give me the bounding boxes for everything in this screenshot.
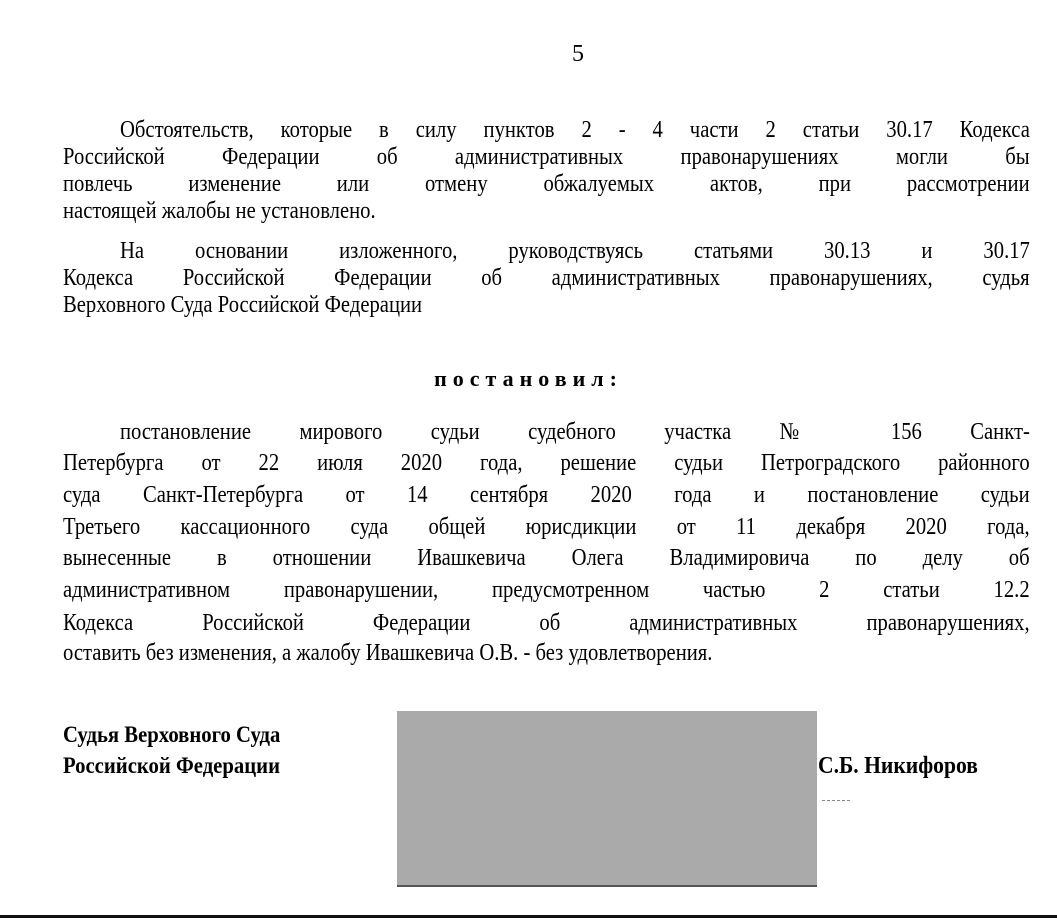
paragraph2-line: На основании изложенного, руководствуясь статьями 30.13 и 30.17	[120, 238, 1030, 264]
judge-name: С.Б. Никифоров	[818, 753, 978, 779]
signature-title-line2: Российской Федерации	[63, 753, 280, 778]
paragraph3-line: суда Санкт-Петербурга от 14 сентября 2020 года и постановление судьи	[63, 482, 1030, 508]
resolution-heading: постановил:	[434, 366, 623, 391]
paragraph1-line: Российской Федерации об административных правонарушениях могли бы	[63, 144, 1030, 170]
paragraph1-line: Обстоятельств, которые в силу пунктов 2 - 4 части 2 статьи 30.17 Кодекса	[120, 117, 1030, 143]
paragraph3-line: Петербурга от 22 июля 2020 года, решение судьи Петроградского районного	[63, 450, 1030, 476]
paragraph3-line: вынесенные в отношении Ивашкевича Олега Владимировича по делу об	[63, 545, 1030, 571]
paragraph3-line: административном правонарушении, предусмотренном частью 2 статьи 12.2	[63, 577, 1030, 603]
paragraph3-line: Кодекса Российской Федерации об административных правонарушениях,	[63, 610, 1030, 636]
paragraph3-line: Третьего кассационного суда общей юрисдикции от 11 декабря 2020 года,	[63, 514, 1030, 540]
signature-mark	[822, 800, 850, 803]
paragraph2-line: Кодекса Российской Федерации об административных правонарушениях, судья	[63, 265, 1030, 291]
page-bottom-border	[0, 915, 1057, 918]
paragraph3-line: постановление мирового судьи судебного участка № 156 Санкт-	[120, 419, 1030, 445]
paragraph1-line: повлечь изменение или отмену обжалуемых актов, при рассмотрении	[63, 171, 1030, 197]
signature-title-line1: Судья Верховного Суда	[63, 722, 281, 747]
paragraph2-line: Верховного Суда Российской Федерации	[63, 292, 423, 318]
redacted-signature-block	[397, 711, 817, 887]
paragraph3-line: оставить без изменения, а жалобу Ивашкевича О.В. - без удовлетворения.	[63, 640, 713, 666]
paragraph1-line: настоящей жалобы не установлено.	[63, 198, 376, 224]
page-number: 5	[572, 41, 584, 67]
